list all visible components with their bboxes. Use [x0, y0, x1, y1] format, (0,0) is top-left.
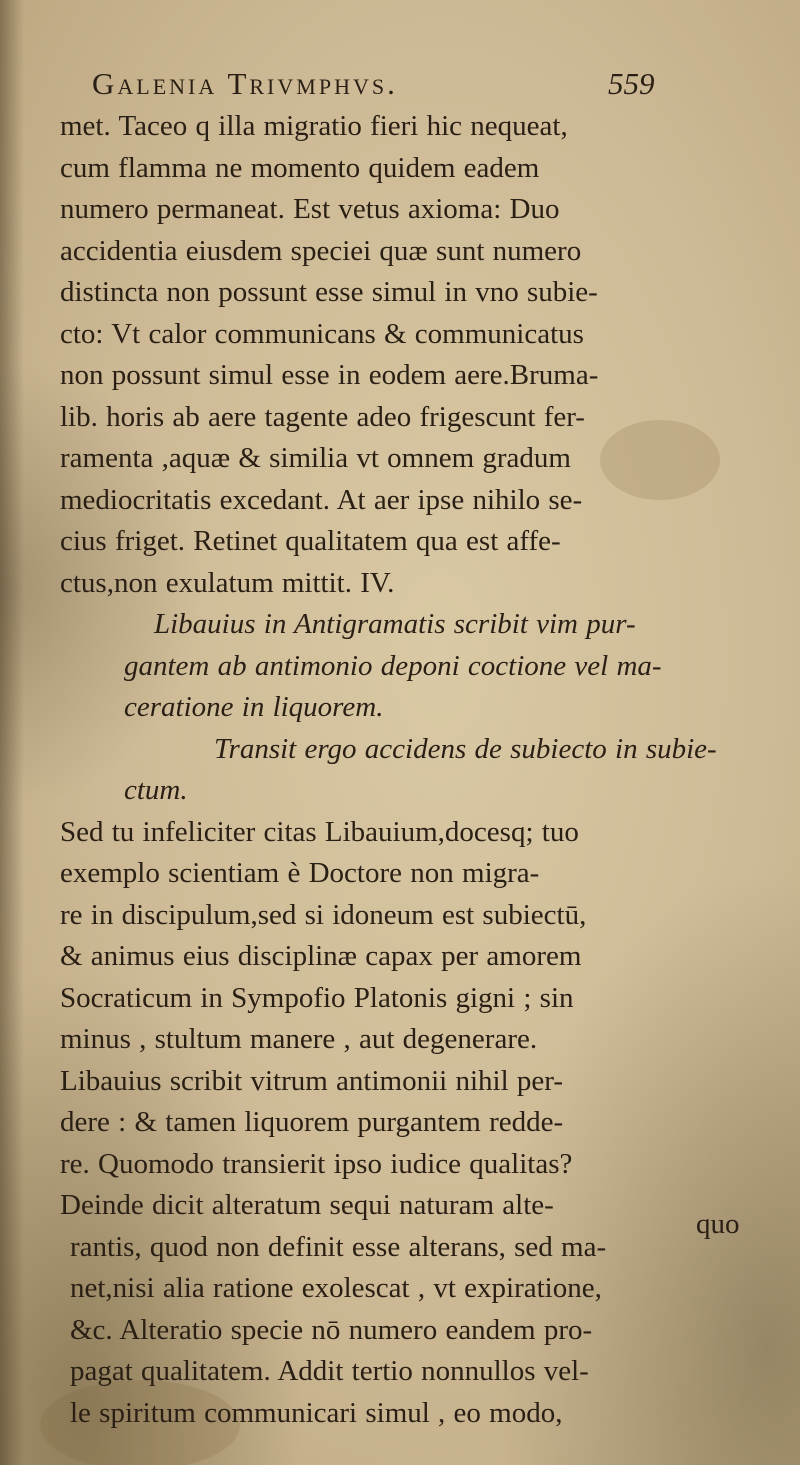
text-line: cto: Vt calor communicans & communicatus: [60, 317, 584, 350]
quotation-line: ctum.: [124, 774, 188, 806]
text-line: dere : & tamen liquorem purgantem redde-: [60, 1106, 564, 1138]
text-line: rantis, quod non definit esse alterans, sed ma-: [70, 1230, 607, 1263]
text-line: re in discipulum,sed si idoneum est subiectū,: [60, 898, 587, 931]
text-line: Libauius scribit vitrum antimonii nihil per-: [60, 1064, 563, 1097]
text-line: cius friget. Retinet qualitatem qua est affe-: [60, 525, 561, 557]
text-line: accidentia eiusdem speciei quæ sunt numero: [60, 234, 582, 267]
text-line: minus , stultum manere , aut degenerare.: [60, 1023, 538, 1055]
text-line: ctus,non exulatum mittit. IV.: [60, 566, 395, 599]
quotation-line: Libauius in Antigramatis scribit vim pur-: [154, 608, 636, 640]
text-line: mediocritatis excedant. At aer ipse nihilo se-: [60, 483, 583, 516]
running-head: [0, 66, 800, 106]
text-line: met. Taceo q illa migratio fieri hic nequeat,: [60, 110, 568, 142]
text-line: cum flamma ne momento quidem eadem: [60, 151, 540, 184]
page-number: 559: [608, 66, 655, 101]
binding-shadow: [0, 0, 24, 1465]
text-line: Deinde dicit alteratum sequi naturam alte-: [60, 1189, 554, 1221]
text-line: Socraticum in Sympofio Platonis gigni ; sin: [60, 981, 574, 1014]
catchword: quo: [696, 1208, 740, 1240]
text-line: non possunt simul esse in eodem aere.Bruma-: [60, 359, 599, 391]
text-line: Sed tu infeliciter citas Libauium,docesq; tuo: [60, 815, 579, 848]
text-line: &c. Alteratio specie nō numero eandem pro-: [70, 1313, 593, 1346]
running-title: Galenia Trivmphvs.: [92, 66, 398, 101]
text-line: exemplo scientiam è Doctore non migra-: [60, 857, 540, 889]
quotation-line: gantem ab antimonio deponi coctione vel ma-: [124, 649, 662, 682]
text-line: ramenta ,aquæ & similia vt omnem gradum: [60, 442, 571, 474]
quotation-line: ceratione in liquorem.: [124, 691, 384, 723]
text-line: le spiritum communicari simul , eo modo,: [70, 1396, 563, 1429]
text-line: pagat qualitatem. Addit tertio nonnullos vel-: [70, 1355, 589, 1387]
text-line: & animus eius disciplinæ capax per amorem: [60, 940, 582, 972]
text-line: distincta non possunt esse simul in vno subie-: [60, 276, 598, 308]
text-line: lib. horis ab aere tagente adeo frigescunt fer-: [60, 400, 585, 433]
quotation-line: Transit ergo accidens de subiecto in subie-: [214, 732, 717, 765]
body-text: [60, 106, 760, 1434]
text-line: net,nisi alia ratione exolescat , vt expiratione,: [70, 1272, 602, 1304]
text-line: numero permaneat. Est vetus axioma: Duo: [60, 193, 560, 225]
text-line: re. Quomodo transierit ipso iudice qualitas?: [60, 1147, 573, 1180]
